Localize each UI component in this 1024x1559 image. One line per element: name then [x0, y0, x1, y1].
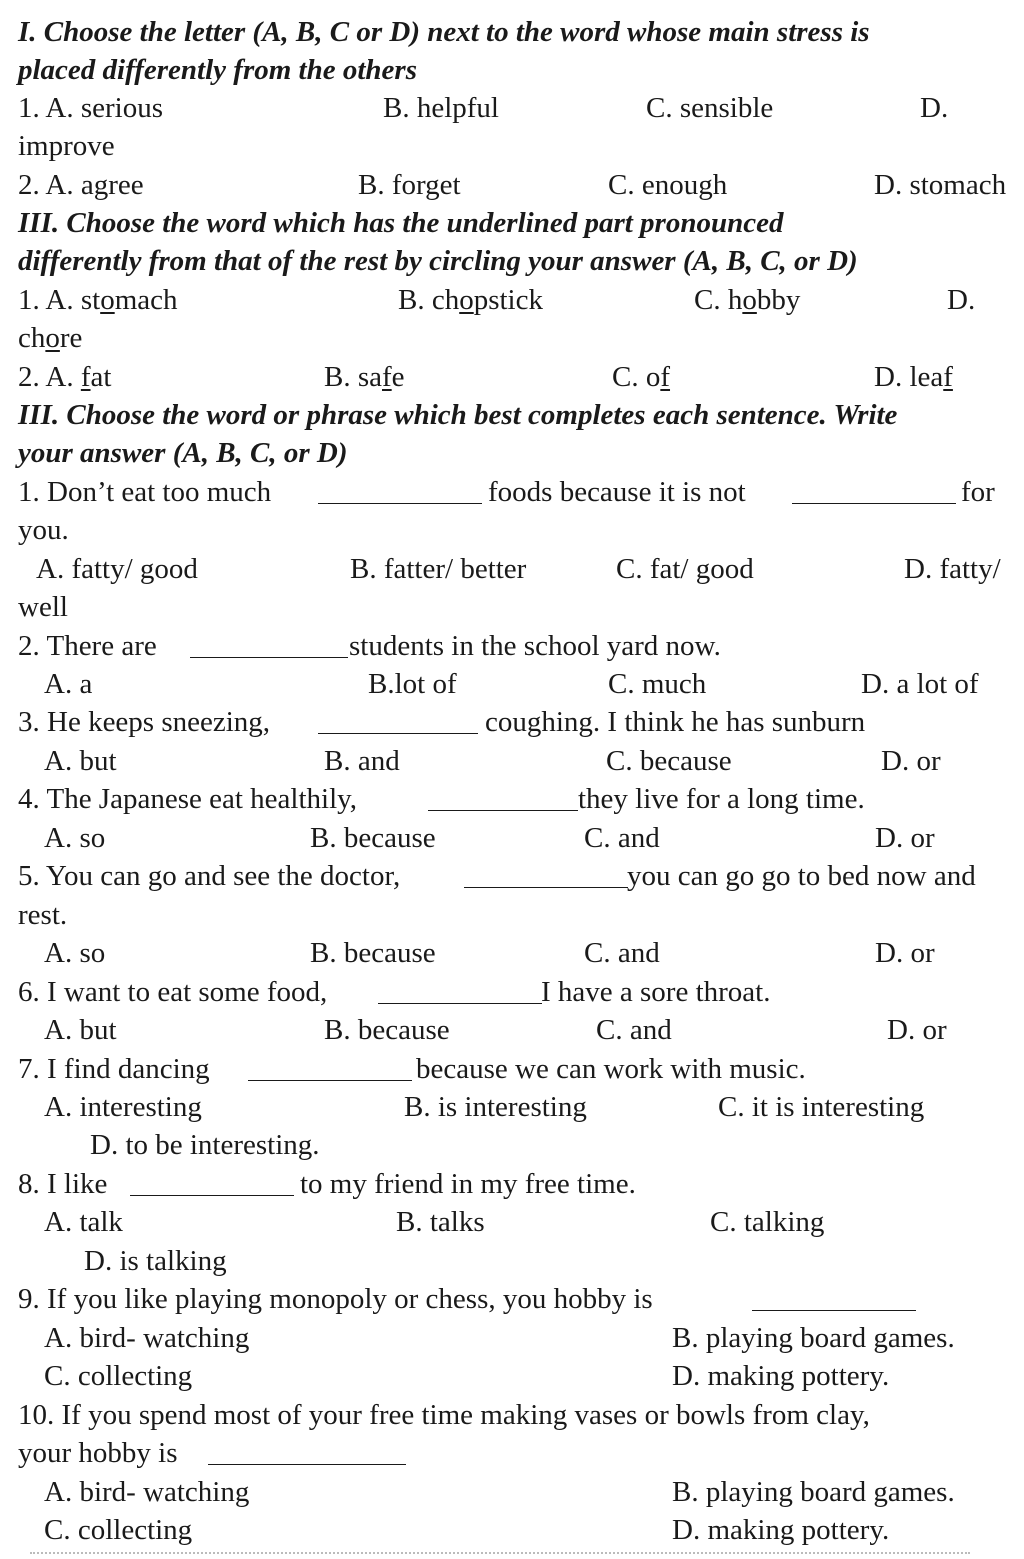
- question-text: 5. You can go and see the doctor,: [18, 860, 401, 892]
- option-d[interactable]: D. stomach: [874, 169, 1007, 201]
- option-d[interactable]: D.: [920, 92, 949, 124]
- s3-q9-options-row2: [18, 1359, 1018, 1397]
- section3-title-line2: your answer (A, B, C, or D): [18, 437, 348, 469]
- option-d-continued: well: [18, 591, 68, 623]
- option-a[interactable]: 2. A. fat: [18, 361, 112, 393]
- option-b[interactable]: B. and: [324, 745, 400, 777]
- option-c[interactable]: C. because: [606, 745, 732, 777]
- answer-blank[interactable]: [792, 479, 956, 504]
- option-c[interactable]: C. fat/ good: [616, 553, 754, 585]
- answer-blank[interactable]: [378, 979, 542, 1004]
- option-a[interactable]: 1. A. stomach: [18, 284, 178, 316]
- question-text: 8. I like: [18, 1168, 108, 1200]
- section1-title-line1: I. Choose the letter (A, B, C or D) next to the word whose main stress is: [18, 16, 870, 48]
- answer-blank[interactable]: [318, 709, 478, 734]
- option-b[interactable]: B. because: [310, 937, 436, 969]
- s2-question-2: [18, 360, 1018, 398]
- option-b[interactable]: B. playing board games.: [672, 1322, 955, 1354]
- option-b[interactable]: B. because: [324, 1014, 450, 1046]
- question-text: your hobby is: [18, 1437, 178, 1469]
- option-a[interactable]: A. fatty/ good: [36, 553, 198, 585]
- option-a[interactable]: A. so: [44, 937, 106, 969]
- option-a[interactable]: A. so: [44, 822, 106, 854]
- s3-question-9: [18, 1282, 1018, 1320]
- section3-title-line1: III. Choose the word or phrase which best completes each sentence. Write: [18, 399, 898, 431]
- option-d[interactable]: D. or: [887, 1014, 947, 1046]
- answer-blank[interactable]: [190, 633, 348, 658]
- s3-question-2: [18, 629, 1018, 667]
- option-a[interactable]: A. but: [44, 1014, 117, 1046]
- option-a[interactable]: A. bird- watching: [44, 1322, 250, 1354]
- option-c[interactable]: C. and: [584, 937, 660, 969]
- s3-question-10: 10. If you spend most of your free time making vases or bowls from clay,: [18, 1399, 870, 1431]
- s3-q1-options: [18, 552, 1018, 590]
- s1-question-1: [18, 91, 1018, 129]
- question-text: you can go go to bed now and: [627, 860, 976, 892]
- option-d[interactable]: D. or: [875, 822, 935, 854]
- option-d[interactable]: D. leaf: [874, 361, 953, 393]
- question-text: for: [961, 476, 995, 508]
- question-text: to my friend in my free time.: [300, 1168, 636, 1200]
- s2-question-1: [18, 283, 1018, 321]
- s3-q7-options: [18, 1090, 1018, 1128]
- option-b[interactable]: B. safe: [324, 361, 405, 393]
- question-text-continued: rest.: [18, 899, 68, 931]
- section2-title-line1: III. Choose the word which has the underlined part pronounced: [18, 207, 784, 239]
- option-b[interactable]: B. fatter/ better: [350, 553, 527, 585]
- s3-q5-options: [18, 936, 1018, 974]
- question-text: 6. I want to eat some food,: [18, 976, 328, 1008]
- answer-blank[interactable]: [318, 479, 482, 504]
- option-d[interactable]: D. to be interesting.: [90, 1129, 320, 1161]
- answer-blank[interactable]: [428, 786, 578, 811]
- option-b[interactable]: B. because: [310, 822, 436, 854]
- option-c[interactable]: C. of: [612, 361, 671, 393]
- question-text: I have a sore throat.: [541, 976, 771, 1008]
- question-text: 1. Don’t eat too much: [18, 476, 272, 508]
- question-text: they live for a long time.: [578, 783, 865, 815]
- option-d[interactable]: D. a lot of: [861, 668, 979, 700]
- answer-blank[interactable]: [248, 1056, 412, 1081]
- cut-off-line-fragment: [30, 1552, 970, 1559]
- s3-question-1: [18, 475, 1018, 513]
- option-c[interactable]: C. hobby: [694, 284, 801, 316]
- s3-q2-options: [18, 667, 1018, 705]
- s3-q6-options: [18, 1013, 1018, 1051]
- option-c[interactable]: C. enough: [608, 169, 728, 201]
- question-text: 2. There are: [18, 630, 157, 662]
- option-c[interactable]: C. and: [584, 822, 660, 854]
- option-d[interactable]: D. making pottery.: [672, 1360, 890, 1392]
- section1-title-line2: placed differently from the others: [18, 54, 417, 86]
- option-a[interactable]: A. a: [44, 668, 93, 700]
- option-b[interactable]: B. playing board games.: [672, 1476, 955, 1508]
- s3-question-4: [18, 782, 1018, 820]
- s3-question-8: [18, 1167, 1018, 1205]
- s3-question-5: [18, 859, 1022, 897]
- option-d[interactable]: D. is talking: [84, 1245, 227, 1277]
- s3-question-7: [18, 1052, 1018, 1090]
- option-a[interactable]: 1. A. serious: [18, 92, 163, 124]
- option-c[interactable]: C. and: [596, 1014, 672, 1046]
- option-d-continued: chore: [18, 322, 83, 354]
- option-c[interactable]: C. sensible: [646, 92, 774, 124]
- answer-blank[interactable]: [464, 863, 628, 888]
- question-text-continued: you.: [18, 514, 69, 546]
- answer-blank[interactable]: [130, 1171, 294, 1196]
- option-a[interactable]: A. bird- watching: [44, 1476, 250, 1508]
- section2-title-line2: differently from that of the rest by circling your answer (A, B, C, or D): [18, 245, 858, 277]
- option-b[interactable]: B. chopstick: [398, 284, 543, 316]
- s3-q8-options: [18, 1205, 1018, 1243]
- option-d[interactable]: D.: [947, 284, 976, 316]
- question-text: 7. I find dancing: [18, 1053, 210, 1085]
- option-b[interactable]: B. forget: [358, 169, 461, 201]
- option-b[interactable]: B. is interesting: [404, 1091, 587, 1123]
- option-c[interactable]: C. collecting: [44, 1360, 193, 1392]
- question-text: 9. If you like playing monopoly or chess, you hobby is: [18, 1283, 653, 1315]
- s3-q10-options-row2: [18, 1513, 1018, 1551]
- option-b[interactable]: B. helpful: [383, 92, 499, 124]
- option-c[interactable]: C. collecting: [44, 1514, 193, 1546]
- s3-q9-options-row1: [18, 1321, 1018, 1359]
- option-d[interactable]: D. making pottery.: [672, 1514, 890, 1546]
- question-text: students in the school yard now.: [349, 630, 721, 662]
- option-a[interactable]: 2. A. agree: [18, 169, 144, 201]
- option-c[interactable]: C. much: [608, 668, 707, 700]
- option-a[interactable]: A. but: [44, 745, 117, 777]
- s3-question-6: [18, 975, 1018, 1013]
- option-d[interactable]: D. or: [881, 745, 941, 777]
- question-text: foods because it is not: [488, 476, 746, 508]
- s3-q3-options: [18, 744, 1018, 782]
- answer-blank[interactable]: [208, 1440, 406, 1465]
- s3-q10-options-row1: [18, 1475, 1018, 1513]
- option-a[interactable]: A. interesting: [44, 1091, 202, 1123]
- answer-blank[interactable]: [752, 1286, 916, 1311]
- option-b[interactable]: B. talks: [396, 1206, 485, 1238]
- question-text: 3. He keeps sneezing,: [18, 706, 271, 738]
- option-b[interactable]: B.lot of: [368, 668, 457, 700]
- option-a[interactable]: A. talk: [44, 1206, 123, 1238]
- question-text: because we can work with music.: [416, 1053, 806, 1085]
- s3-question-10-continued: [18, 1436, 1018, 1474]
- s3-question-3: [18, 705, 1018, 743]
- option-c[interactable]: C. it is interesting: [718, 1091, 925, 1123]
- s3-q4-options: [18, 821, 1018, 859]
- question-text: coughing. I think he has sunburn: [485, 706, 866, 738]
- question-text: 4. The Japanese eat healthily,: [18, 783, 358, 815]
- option-d-continued: improve: [18, 130, 115, 162]
- option-d[interactable]: D. or: [875, 937, 935, 969]
- s1-question-2: [18, 168, 1018, 206]
- option-c[interactable]: C. talking: [710, 1206, 825, 1238]
- option-d[interactable]: D. fatty/: [904, 553, 1001, 585]
